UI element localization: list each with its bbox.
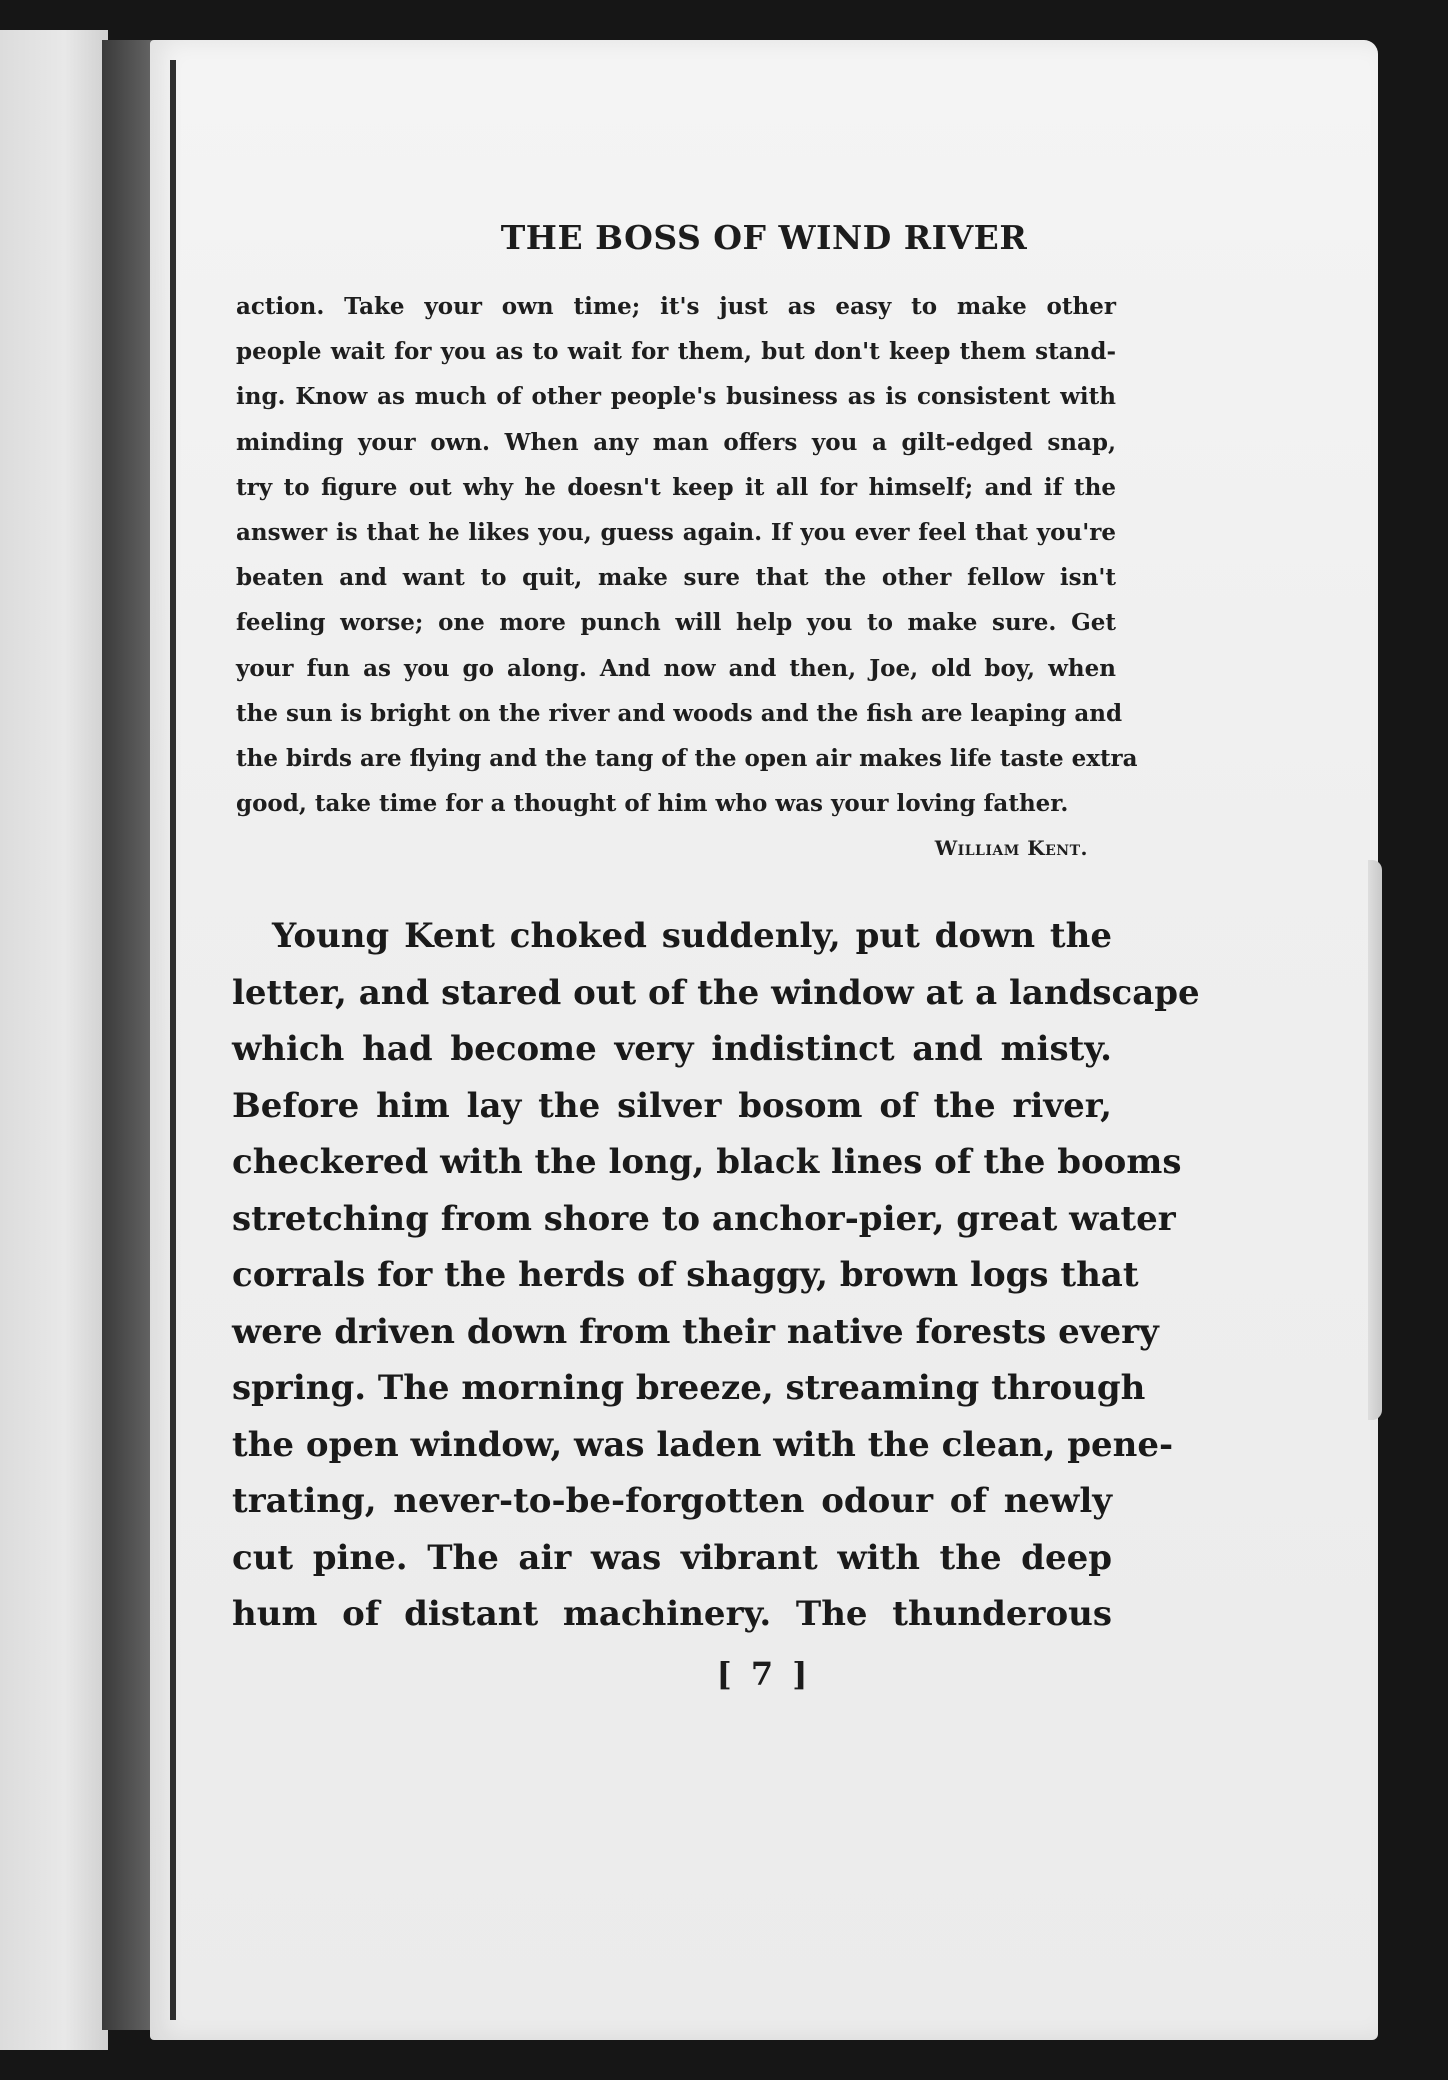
body-line: Before him lay the silver bosom of the river, [232, 1085, 1112, 1126]
body-line: spring. The morning breeze, streaming through [232, 1368, 1146, 1408]
letter-line: your fun as you go along. And now and then, Joe, old boy, when [236, 654, 1116, 682]
body-line: trating, never-to-be-forgotten odour of newly [232, 1481, 1112, 1521]
body-text [232, 908, 1200, 1643]
letter-signature: William Kent. [934, 836, 1088, 860]
letter-line: action. Take your own time; it's just as easy to make other [236, 293, 1116, 320]
body-line: stretching from shore to anchor-pier, great water [232, 1198, 1176, 1239]
letter-line: the birds are flying and the tang of the open air makes life taste extra [236, 744, 1138, 772]
letter-line: ing. Know as much of other people's business as is consistent with [236, 383, 1116, 411]
facing-page-edge [0, 30, 108, 2050]
letter-line: minding your own. When any man offers you a gilt-edged snap, [236, 428, 1116, 456]
body-line: corrals for the herds of shaggy, brown logs that [232, 1255, 1139, 1295]
letter-line: beaten and want to quit, make sure that the other fellow isn't [236, 564, 1116, 592]
body-line: the open window, was laden with the clean, pene- [232, 1424, 1174, 1465]
letter-line: answer is that he likes you, guess again. If you ever feel that you're [236, 518, 1116, 546]
letter-line: try to figure out why he doesn't keep it all for himself; and if the [236, 473, 1116, 501]
letter-excerpt [236, 284, 1138, 826]
page-number: [ 7 ] [716, 1655, 812, 1693]
body-line: were driven down from their native forests every [232, 1311, 1159, 1352]
letter-line: people wait for you as to wait for them, but don't keep them stand- [236, 338, 1116, 366]
letter-line: good, take time for a thought of him who was your loving father. [236, 790, 1069, 818]
running-head: THE BOSS OF WIND RIVER [500, 218, 1028, 257]
body-line: letter, and stared out of the window at a landscape [232, 972, 1200, 1013]
body-line: which had become very indistinct and misty. [232, 1029, 1112, 1069]
body-line: hum of distant machinery. The thunderous [232, 1594, 1112, 1634]
body-line: cut pine. The air was vibrant with the deep [232, 1537, 1112, 1578]
body-line: checkered with the long, black lines of the booms [232, 1142, 1182, 1182]
page-edge-fold [1368, 860, 1382, 1420]
gutter-shadow [170, 60, 176, 2020]
letter-line: the sun is bright on the river and woods and the fish are leaping and [236, 699, 1123, 727]
letter-line: feeling worse; one more punch will help you to make sure. Get [236, 609, 1116, 637]
body-line: Young Kent choked suddenly, put down the [272, 916, 1112, 956]
